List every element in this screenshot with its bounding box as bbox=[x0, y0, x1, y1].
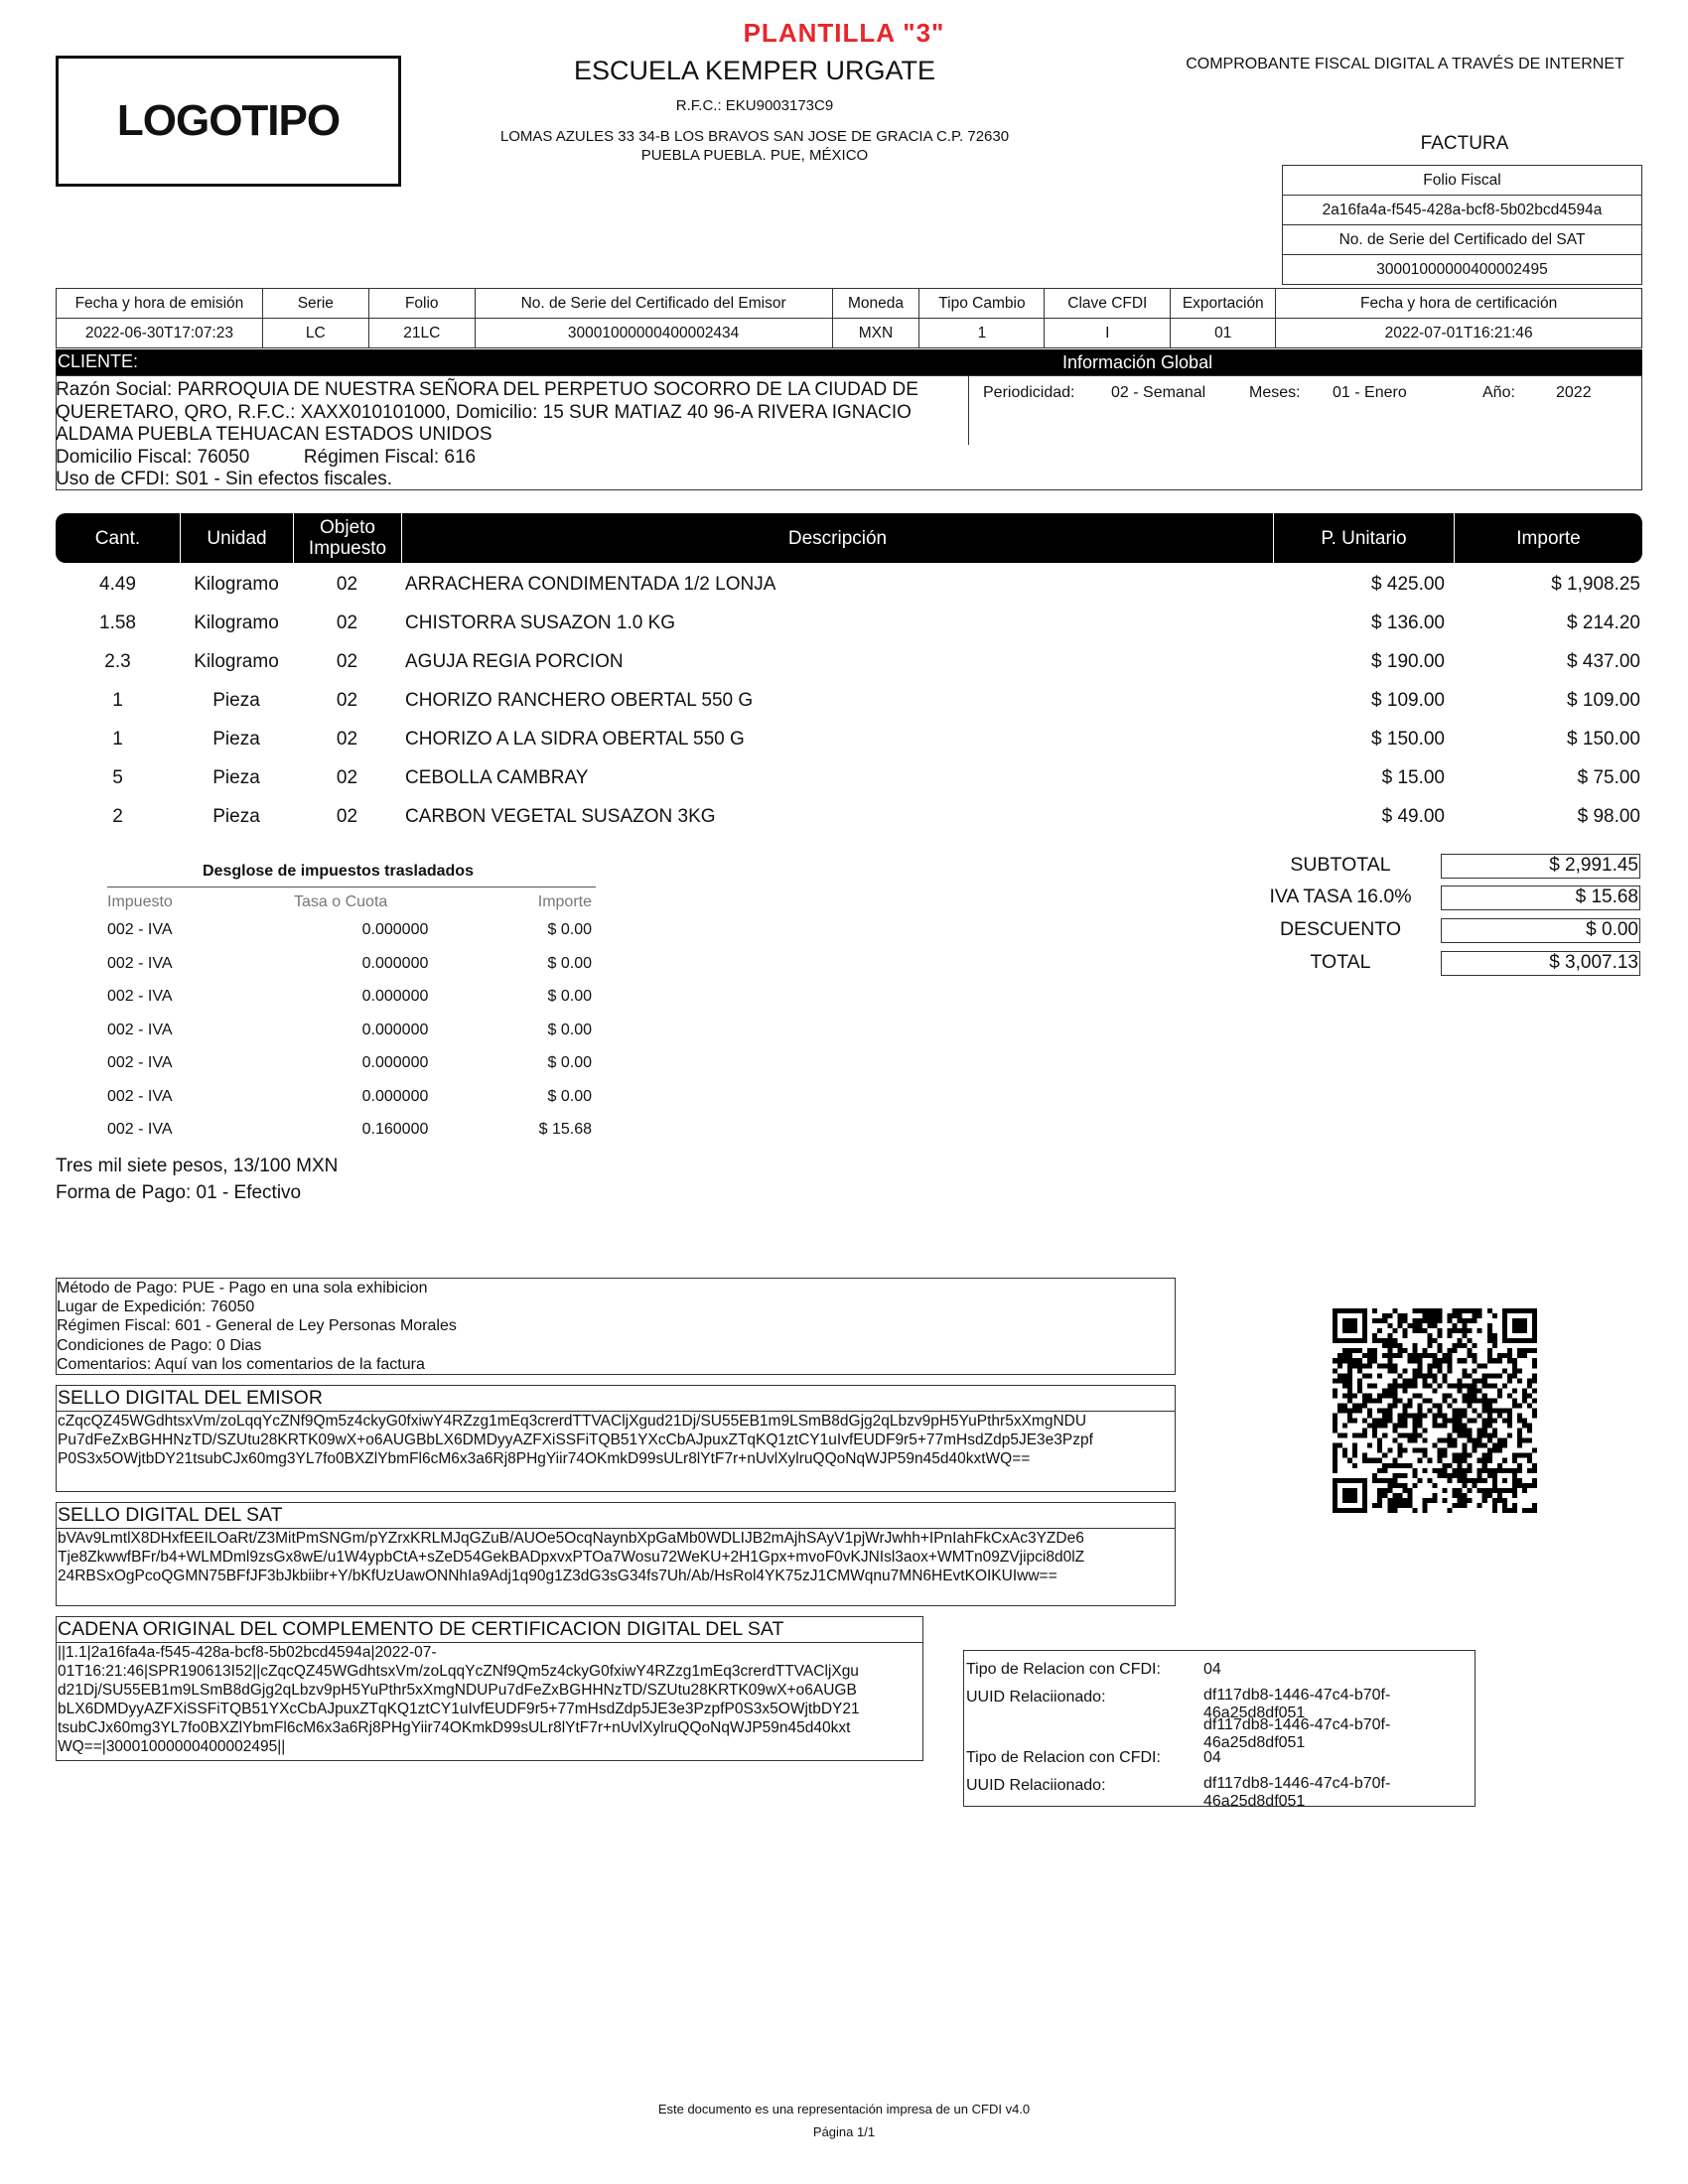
original-chain-box bbox=[56, 1616, 923, 1761]
tax-importe: $ 0.00 bbox=[547, 1054, 592, 1071]
tax-tasa: 0.000000 bbox=[361, 988, 429, 1005]
row-description: CHORIZO A LA SIDRA OBERTAL 550 G bbox=[405, 729, 745, 750]
col-cant: Cant. bbox=[94, 527, 141, 549]
row-amount: $ 437.00 bbox=[1567, 651, 1640, 672]
tax-tasa: 0.160000 bbox=[361, 1121, 429, 1138]
relation-type-label: Tipo de Relacion con CFDI: bbox=[966, 1661, 1161, 1678]
info-value: I bbox=[1045, 319, 1171, 348]
row-description: CHISTORRA SUSAZON 1.0 KG bbox=[405, 613, 676, 633]
row-amount: $ 1,908.25 bbox=[1551, 574, 1640, 595]
payment-method-box bbox=[56, 1278, 1176, 1375]
info-value: 30001000000400002434 bbox=[475, 319, 832, 348]
sat-cert-label: No. de Serie del Certificado del SAT bbox=[1283, 225, 1642, 255]
tax-importe: $ 0.00 bbox=[547, 954, 592, 972]
sat-seal-line: Tje8ZkwwfBFr/b4+WLMDml9zsGx8wE/u1W4ypbCtA+sZeD54GekBADpxvxPTOa7Wosu72WeKU+2H1Gpx+mvoF0vKJNIsl3aox+WMTn09ZVjipci8d0lZ bbox=[58, 1549, 1085, 1566]
original-chain-line: tsubCJx60mg3YL7fo0BXZlYbmFl6cM6x3a6Rj8PHgYiir74OKmkD99sULr8lYtF7r+nUvlXylruQQoNqWJP59n45d40kxt bbox=[58, 1719, 851, 1736]
row-amount: $ 109.00 bbox=[1567, 690, 1640, 711]
tax-impuesto: 002 - IVA bbox=[107, 1087, 173, 1105]
row-tax-object: 02 bbox=[336, 690, 358, 711]
periodicidad-value: 02 - Semanal bbox=[1111, 384, 1206, 401]
row-unit-price: $ 109.00 bbox=[1371, 690, 1445, 711]
info-label: Folio bbox=[368, 289, 475, 319]
total-label: TOTAL bbox=[1310, 951, 1371, 973]
table-row bbox=[56, 729, 1642, 758]
row-unit: Pieza bbox=[212, 729, 260, 750]
forma-pago: Forma de Pago: 01 - Efectivo bbox=[56, 1182, 302, 1203]
uuid-label: UUID Relaciionado: bbox=[966, 1777, 1106, 1794]
tax-row bbox=[107, 921, 594, 943]
row-tax-object: 02 bbox=[336, 574, 358, 595]
issuer-seal-line: P0S3x5OWjtbDY21tsubCJx60mg3YL7fo0BXZlYbmFl6cM6x3a6Rj8PHgYiir74OKmkD99sULr8lYtF7r+nUvlXylruQQoNqWJP59n45d40kxtWQ== bbox=[58, 1450, 1031, 1467]
info-header-row bbox=[57, 289, 1642, 319]
subtotal-label: SUBTOTAL bbox=[1290, 854, 1391, 876]
meses-value: 01 - Enero bbox=[1333, 384, 1407, 401]
tax-impuesto: 002 - IVA bbox=[107, 1021, 173, 1038]
global-info-label: Información Global bbox=[1062, 352, 1213, 372]
tax-tasa: 0.000000 bbox=[361, 1087, 429, 1105]
tax-impuesto: 002 - IVA bbox=[107, 988, 173, 1005]
row-unit-price: $ 425.00 bbox=[1371, 574, 1445, 595]
row-quantity: 4.49 bbox=[99, 574, 136, 595]
uuid-value: df117db8-1446-47c4-b70f-46a25d8df051 bbox=[1203, 1775, 1391, 1807]
row-unit: Pieza bbox=[212, 767, 260, 788]
row-quantity: 2 bbox=[112, 806, 123, 827]
related-cfdi-box bbox=[963, 1650, 1476, 1807]
tax-tasa: 0.000000 bbox=[361, 921, 429, 938]
row-unit: Kilogramo bbox=[194, 574, 279, 595]
tax-row bbox=[107, 1121, 594, 1143]
row-unit-price: $ 136.00 bbox=[1371, 613, 1445, 633]
row-amount: $ 214.20 bbox=[1567, 613, 1640, 633]
row-quantity: 2.3 bbox=[104, 651, 131, 672]
col-unidad: Unidad bbox=[180, 513, 293, 563]
row-unit-price: $ 15.00 bbox=[1381, 767, 1445, 788]
row-description: ARRACHERA CONDIMENTADA 1/2 LONJA bbox=[405, 574, 776, 595]
client-divider bbox=[968, 375, 969, 445]
table-row bbox=[56, 574, 1642, 604]
issuer-seal-title: SELLO DIGITAL DEL EMISOR bbox=[57, 1386, 1175, 1412]
table-row bbox=[56, 690, 1642, 720]
client-regimen-fiscal: Régimen Fiscal: 616 bbox=[303, 446, 477, 468]
client-fiscal-row bbox=[56, 447, 949, 470]
info-label: Moneda bbox=[832, 289, 919, 319]
table-row bbox=[56, 767, 1642, 797]
page-number: Página 1/1 bbox=[812, 2124, 876, 2139]
document-type: FACTURA bbox=[1420, 133, 1509, 154]
uuid-value: df117db8-1446-47c4-b70f-46a25d8df051 bbox=[1203, 1687, 1391, 1721]
row-description: CEBOLLA CAMBRAY bbox=[405, 767, 589, 788]
issuer-rfc: R.F.C.: EKU9003173C9 bbox=[675, 97, 834, 114]
anio-value: 2022 bbox=[1556, 384, 1592, 401]
tax-row bbox=[107, 988, 594, 1010]
original-chain-line: bLX6DMDyyAZFXiSSFiTQB51YXcCbAJpuxZTqKQ1ztCY1uIvfEUDF9r5+77mHsdZdp5JE3e3PzpfP0S3x5OWjtbDY21 bbox=[58, 1701, 860, 1717]
info-label: No. de Serie del Certificado del Emisor bbox=[475, 289, 832, 319]
row-quantity: 5 bbox=[112, 767, 123, 788]
row-unit: Kilogramo bbox=[194, 651, 279, 672]
meses-label: Meses: bbox=[1249, 384, 1301, 401]
address-line-2: PUEBLA PUEBLA. PUE, MÉXICO bbox=[640, 147, 869, 164]
issuer-seal-line: cZqcQZ45WGdhtsxVm/zoLqqYcZNf9Qm5z4ckyG0fxiwY4RZzg1mEq3crerdTTVACljXgud21Dj/SU55EB1m9LSmB8dGjg2qLbzv9pH5YuPthr5xXmgNDU bbox=[58, 1413, 1087, 1430]
row-quantity: 1 bbox=[112, 729, 123, 750]
iva-label: IVA TASA 16.0% bbox=[1269, 886, 1412, 907]
info-value: LC bbox=[262, 319, 368, 348]
row-unit-price: $ 150.00 bbox=[1371, 729, 1445, 750]
info-value: 01 bbox=[1171, 319, 1276, 348]
relation-type-label: Tipo de Relacion con CFDI: bbox=[966, 1749, 1161, 1766]
descuento-value: $ 0.00 bbox=[1441, 918, 1640, 943]
tax-importe: $ 0.00 bbox=[547, 1021, 592, 1038]
row-tax-object: 02 bbox=[336, 729, 358, 750]
client-band-label: CLIENTE: bbox=[58, 351, 139, 371]
iva-value: $ 15.68 bbox=[1441, 886, 1640, 910]
client-details bbox=[56, 379, 949, 491]
original-chain-line: 01T16:21:46|SPR190613I52||cZqcQZ45WGdhtsxVm/zoLqqYcZNf9Qm5z4ckyG0fxiwY4RZzg1mEq3crerdTTVACljXgu bbox=[58, 1663, 859, 1680]
fiscal-folio-table bbox=[1282, 165, 1642, 285]
sat-seal-line: 24RBSxOgPcoQGMN75BFfJF3bJkbiibr+Y/bKfUzUawONNhIa9Adj1q90g1Z3dG3sG34fs7Uh/Ab/HsRol4YK75zJ1CMWqnu7MN6HEvtKOIKUIww== bbox=[58, 1568, 1057, 1584]
original-chain-line: d21Dj/SU55EB1m9LSmB8dGjg2qLbzv9pH5YuPthr5xXmgNDUPu7dFeZxBGHHNzTD/SZUtu28KRTK09wX+o6AUGB bbox=[58, 1682, 857, 1699]
relation-type-value: 04 bbox=[1203, 1749, 1221, 1766]
col-descripcion: Descripción bbox=[401, 513, 1273, 563]
logo-placeholder: LOGOTIPO bbox=[56, 56, 401, 187]
cfdi-caption: COMPROBANTE FISCAL DIGITAL A TRAVÉS DE INTERNET bbox=[1186, 56, 1624, 72]
row-amount: $ 98.00 bbox=[1577, 806, 1640, 827]
address-line-1: LOMAS AZULES 33 34-B LOS BRAVOS SAN JOSE DE GRACIA C.P. 72630 bbox=[499, 128, 1010, 145]
info-value: 2022-06-30T17:07:23 bbox=[57, 319, 263, 348]
metodo-line: Condiciones de Pago: 0 Dias bbox=[57, 1336, 262, 1354]
sat-cert-value: 30001000000400002495 bbox=[1283, 255, 1642, 285]
row-unit-price: $ 190.00 bbox=[1371, 651, 1445, 672]
tax-row bbox=[107, 1088, 594, 1110]
concepts-header bbox=[56, 513, 1642, 563]
template-title: PLANTILLA "3" bbox=[743, 18, 945, 48]
metodo-line: Método de Pago: PUE - Pago en una sola exhibicion bbox=[57, 1280, 428, 1297]
tax-col-tasa: Tasa o Cuota bbox=[294, 893, 388, 910]
tax-importe: $ 0.00 bbox=[547, 1087, 592, 1105]
tax-importe: $ 0.00 bbox=[547, 921, 592, 938]
invoice-info-table bbox=[56, 288, 1642, 348]
tax-breakdown-title: Desglose de impuestos trasladados bbox=[203, 863, 474, 880]
folio-fiscal-value: 2a16fa4a-f545-428a-bcf8-5b02bcd4594a bbox=[1283, 196, 1642, 225]
info-value: 1 bbox=[919, 319, 1045, 348]
info-label: Exportación bbox=[1171, 289, 1276, 319]
tax-impuesto: 002 - IVA bbox=[107, 954, 173, 972]
periodicidad-label: Periodicidad: bbox=[983, 384, 1075, 401]
table-row bbox=[56, 651, 1642, 681]
col-importe: Importe bbox=[1454, 513, 1642, 563]
metodo-line: Comentarios: Aquí van los comentarios de la factura bbox=[57, 1355, 425, 1373]
anio-label: Año: bbox=[1482, 384, 1515, 401]
amount-in-words: Tres mil siete pesos, 13/100 MXN bbox=[56, 1156, 339, 1176]
info-label: Tipo Cambio bbox=[919, 289, 1045, 319]
original-chain-title: CADENA ORIGINAL DEL COMPLEMENTO DE CERTIFICACION DIGITAL DEL SAT bbox=[57, 1617, 922, 1643]
row-unit-price: $ 49.00 bbox=[1381, 806, 1445, 827]
descuento-label: DESCUENTO bbox=[1279, 918, 1402, 940]
row-quantity: 1.58 bbox=[99, 613, 136, 633]
original-chain-line: ||1.1|2a16fa4a-f545-428a-bcf8-5b02bcd4594a|2022-07- bbox=[58, 1644, 437, 1661]
tax-impuesto: 002 - IVA bbox=[107, 921, 173, 938]
issuer-address bbox=[437, 127, 1072, 165]
client-line-1: Razón Social: PARROQUIA DE NUESTRA SEÑORA DEL PERPETUO SOCORRO DE LA CIUDAD DE bbox=[56, 379, 918, 400]
sat-seal-box bbox=[56, 1502, 1176, 1606]
row-amount: $ 75.00 bbox=[1577, 767, 1640, 788]
info-value-row bbox=[57, 319, 1642, 348]
tax-col-impuesto: Impuesto bbox=[107, 893, 173, 910]
row-tax-object: 02 bbox=[336, 651, 358, 672]
info-value: 21LC bbox=[368, 319, 475, 348]
row-description: CHORIZO RANCHERO OBERTAL 550 G bbox=[405, 690, 754, 711]
tax-impuesto: 002 - IVA bbox=[107, 1054, 173, 1071]
relation-type-value: 04 bbox=[1203, 1661, 1221, 1678]
footer-note: Este documento es una representación impresa de un CFDI v4.0 bbox=[657, 2102, 1031, 2116]
sat-seal-line: bVAv9LmtlX8DHxfEEILOaRt/Z3MitPmSNGm/pYZrxKRLMJqGZuB/AUOe5OcqNaynbXpGaMb0WDLIJB2mAjhSAyV1pjWrJwhh+IPnIahFkCxAc3YZDe6 bbox=[58, 1530, 1084, 1547]
row-tax-object: 02 bbox=[336, 767, 358, 788]
client-band bbox=[56, 349, 1642, 375]
info-label: Clave CFDI bbox=[1045, 289, 1171, 319]
info-label: Fecha y hora de emisión bbox=[57, 289, 263, 319]
sat-seal-title: SELLO DIGITAL DEL SAT bbox=[57, 1503, 1175, 1529]
uuid-label: UUID Relaciionado: bbox=[966, 1689, 1106, 1706]
client-domicilio-fiscal: Domicilio Fiscal: 76050 bbox=[56, 446, 250, 468]
row-unit: Pieza bbox=[212, 690, 260, 711]
table-row bbox=[56, 613, 1642, 642]
tax-tasa: 0.000000 bbox=[361, 1021, 429, 1038]
info-label: Serie bbox=[262, 289, 368, 319]
row-amount: $ 150.00 bbox=[1567, 729, 1640, 750]
info-label: Fecha y hora de certificación bbox=[1276, 289, 1642, 319]
uuid-value: df117db8-1446-47c4-b70f-46a25d8df051 bbox=[1203, 1716, 1391, 1751]
row-tax-object: 02 bbox=[336, 806, 358, 827]
row-quantity: 1 bbox=[112, 690, 123, 711]
tax-tasa: 0.000000 bbox=[361, 1054, 429, 1071]
tax-row bbox=[107, 1054, 594, 1076]
tax-col-importe: Importe bbox=[537, 893, 592, 910]
subtotal-value: $ 2,991.45 bbox=[1441, 854, 1640, 879]
folio-fiscal-label: Folio Fiscal bbox=[1283, 166, 1642, 196]
qr-code-icon bbox=[1333, 1308, 1537, 1513]
col-objeto: Objeto Impuesto bbox=[293, 513, 401, 563]
info-value: MXN bbox=[832, 319, 919, 348]
tax-row bbox=[107, 1022, 594, 1043]
tax-importe: $ 0.00 bbox=[547, 988, 592, 1005]
table-row bbox=[56, 806, 1642, 836]
total-value: $ 3,007.13 bbox=[1441, 951, 1640, 976]
issuer-seal-line: Pu7dFeZxBGHHNzTD/SZUtu28KRTK09wX+o6AUGBbLX6DMDyyAZFXiSSFiTQB51YXcCbAJpuxZTqKQ1ztCY1uIvfEUDF9r5+77mHsdZdp5JE3e3Pzpf bbox=[58, 1432, 1093, 1448]
info-value: 2022-07-01T16:21:46 bbox=[1276, 319, 1642, 348]
row-description: CARBON VEGETAL SUSAZON 3KG bbox=[405, 806, 716, 827]
metodo-line: Lugar de Expedición: 76050 bbox=[57, 1298, 255, 1316]
client-line-2: QUERETARO, QRO, R.F.C.: XAXX010101000, Domicilio: 15 SUR MATIAZ 40 96-A RIVERA IGNACIO bbox=[56, 401, 912, 423]
tax-tasa: 0.000000 bbox=[361, 954, 429, 972]
row-tax-object: 02 bbox=[336, 613, 358, 633]
issuer-seal-box bbox=[56, 1385, 1176, 1492]
row-unit: Kilogramo bbox=[194, 613, 279, 633]
col-unitario: P. Unitario bbox=[1273, 513, 1454, 563]
tax-impuesto: 002 - IVA bbox=[107, 1121, 173, 1138]
client-line-3: ALDAMA PUEBLA TEHUACAN ESTADOS UNIDOS bbox=[56, 424, 492, 445]
original-chain-line: WQ==|30001000000400002495|| bbox=[58, 1738, 286, 1755]
row-unit: Pieza bbox=[212, 806, 260, 827]
metodo-line: Régimen Fiscal: 601 - General de Ley Personas Morales bbox=[57, 1317, 457, 1335]
tax-row bbox=[107, 955, 594, 977]
issuer-name: ESCUELA KEMPER URGATE bbox=[573, 56, 936, 85]
client-uso-cfdi: Uso de CFDI: S01 - Sin efectos fiscales. bbox=[56, 469, 392, 489]
row-description: AGUJA REGIA PORCION bbox=[405, 651, 624, 672]
tax-importe: $ 15.68 bbox=[538, 1121, 592, 1138]
